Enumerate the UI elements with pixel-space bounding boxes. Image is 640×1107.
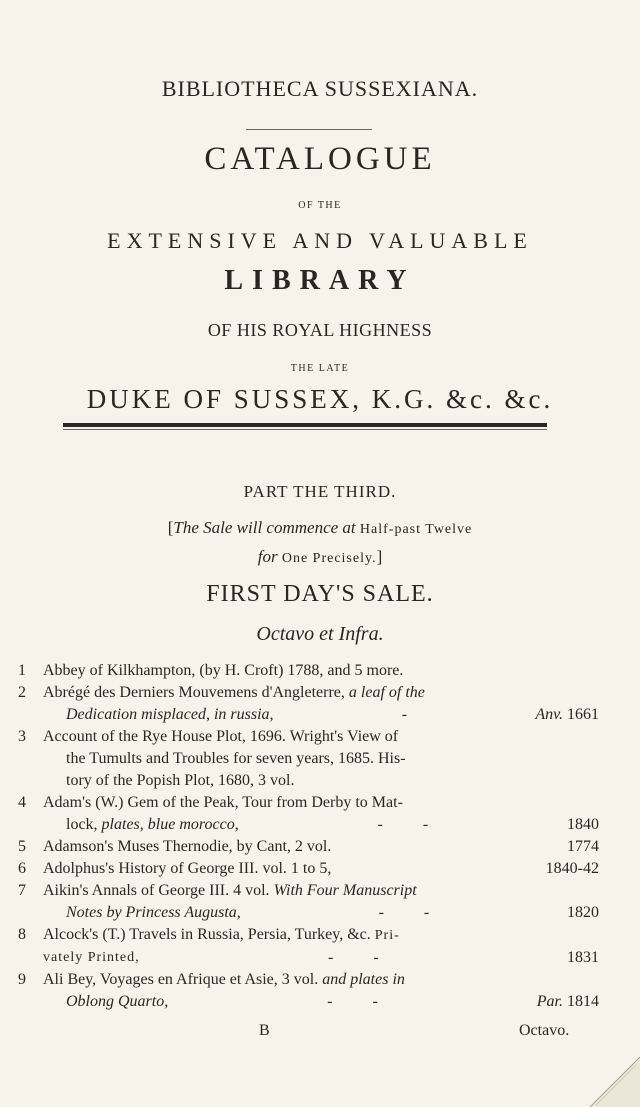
catchword: Octavo. <box>519 1022 570 1039</box>
lot-number: 1 <box>18 662 26 679</box>
part-heading: PART THE THIRD. <box>243 482 397 501</box>
lot-number: 5 <box>18 838 26 855</box>
series-title: BIBLIOTHECA SUSSEXIANA. <box>161 76 479 101</box>
sale-notice-line-2: for One Precisely.] <box>257 547 383 566</box>
sale-notice-time: Half-past Twelve <box>359 522 473 537</box>
lot-entry: 6 Adolphus's History of George III. vol. 1 to 5, 1840-42 <box>0 858 640 880</box>
page-corner-fold <box>590 1057 640 1107</box>
signature-mark: B <box>259 1022 270 1039</box>
short-rule <box>246 129 372 130</box>
section-heading: Octavo et Infra. <box>256 623 384 645</box>
lot-entry: 5 Adamson's Muses Thernodie, by Cant, 2 vol. 1774 <box>0 836 640 858</box>
lot-entry: 7 Aikin's Annals of George III. 4 vol. With Four Manuscript Notes by Princess Augusta, - - 1820 <box>18 882 599 921</box>
extensive-line: EXTENSIVE AND VALUABLE <box>107 228 533 253</box>
lot-number: 6 <box>18 860 26 877</box>
lot-number: 3 <box>18 728 26 745</box>
thick-rule <box>63 423 547 427</box>
thin-rule <box>63 429 547 430</box>
lot-entry: 3 Account of the Rye House Plot, 1696. Wright's View of the Tumults and Troubles for seven years, 1685. His- tory of the Popish Plot, 1680, 3 vol. <box>18 728 406 789</box>
sale-notice-italic: The Sale will commence at <box>173 518 356 537</box>
lot-entry: 1 Abbey of Kilkhampton, (by H. Croft) 1788, and 5 more. <box>0 660 640 682</box>
lot-list <box>0 660 640 1013</box>
lot-number: 4 <box>18 794 26 811</box>
sale-notice-precisely: One Precisely. <box>281 551 377 566</box>
the-late-line: THE LATE <box>290 363 350 374</box>
lot-number: 9 <box>18 971 26 988</box>
catalogue-heading: CATALOGUE <box>204 141 436 177</box>
library-heading: LIBRARY <box>224 265 416 296</box>
his-royal-highness-line: OF HIS ROYAL HIGHNESS <box>207 320 433 340</box>
lot-entry: 9 Ali Bey, Voyages en Afrique et Asie, 3 vol. and plates in Oblong Quarto, - - Par. 1814 <box>18 971 599 1010</box>
lot-entry: 8 Alcock's (T.) Travels in Russia, Persia, Turkey, &c. Pri- vately Printed, - - 1831 <box>18 926 599 966</box>
lot-number: 2 <box>18 684 26 701</box>
sale-notice-line-1: [The Sale will commence at Half-past Twelve <box>167 518 473 537</box>
lot-entry: 4 Adam's (W.) Gem of the Peak, Tour from Derby to Mat- lock, plates, blue morocco, - - 1840 <box>18 794 599 833</box>
of-the-line: OF THE <box>298 200 342 211</box>
duke-of-sussex-line: DUKE OF SUSSEX, K.G. &c. &c. <box>86 384 554 414</box>
lot-number: 8 <box>18 926 26 943</box>
lot-entry: 2 Abrégé des Derniers Mouvemens d'Angleterre, a leaf of the Dedication misplaced, in russia, - Anv. 1661 <box>18 684 599 723</box>
lot-number: 7 <box>18 882 26 899</box>
day-heading: FIRST DAY'S SALE. <box>206 581 434 607</box>
